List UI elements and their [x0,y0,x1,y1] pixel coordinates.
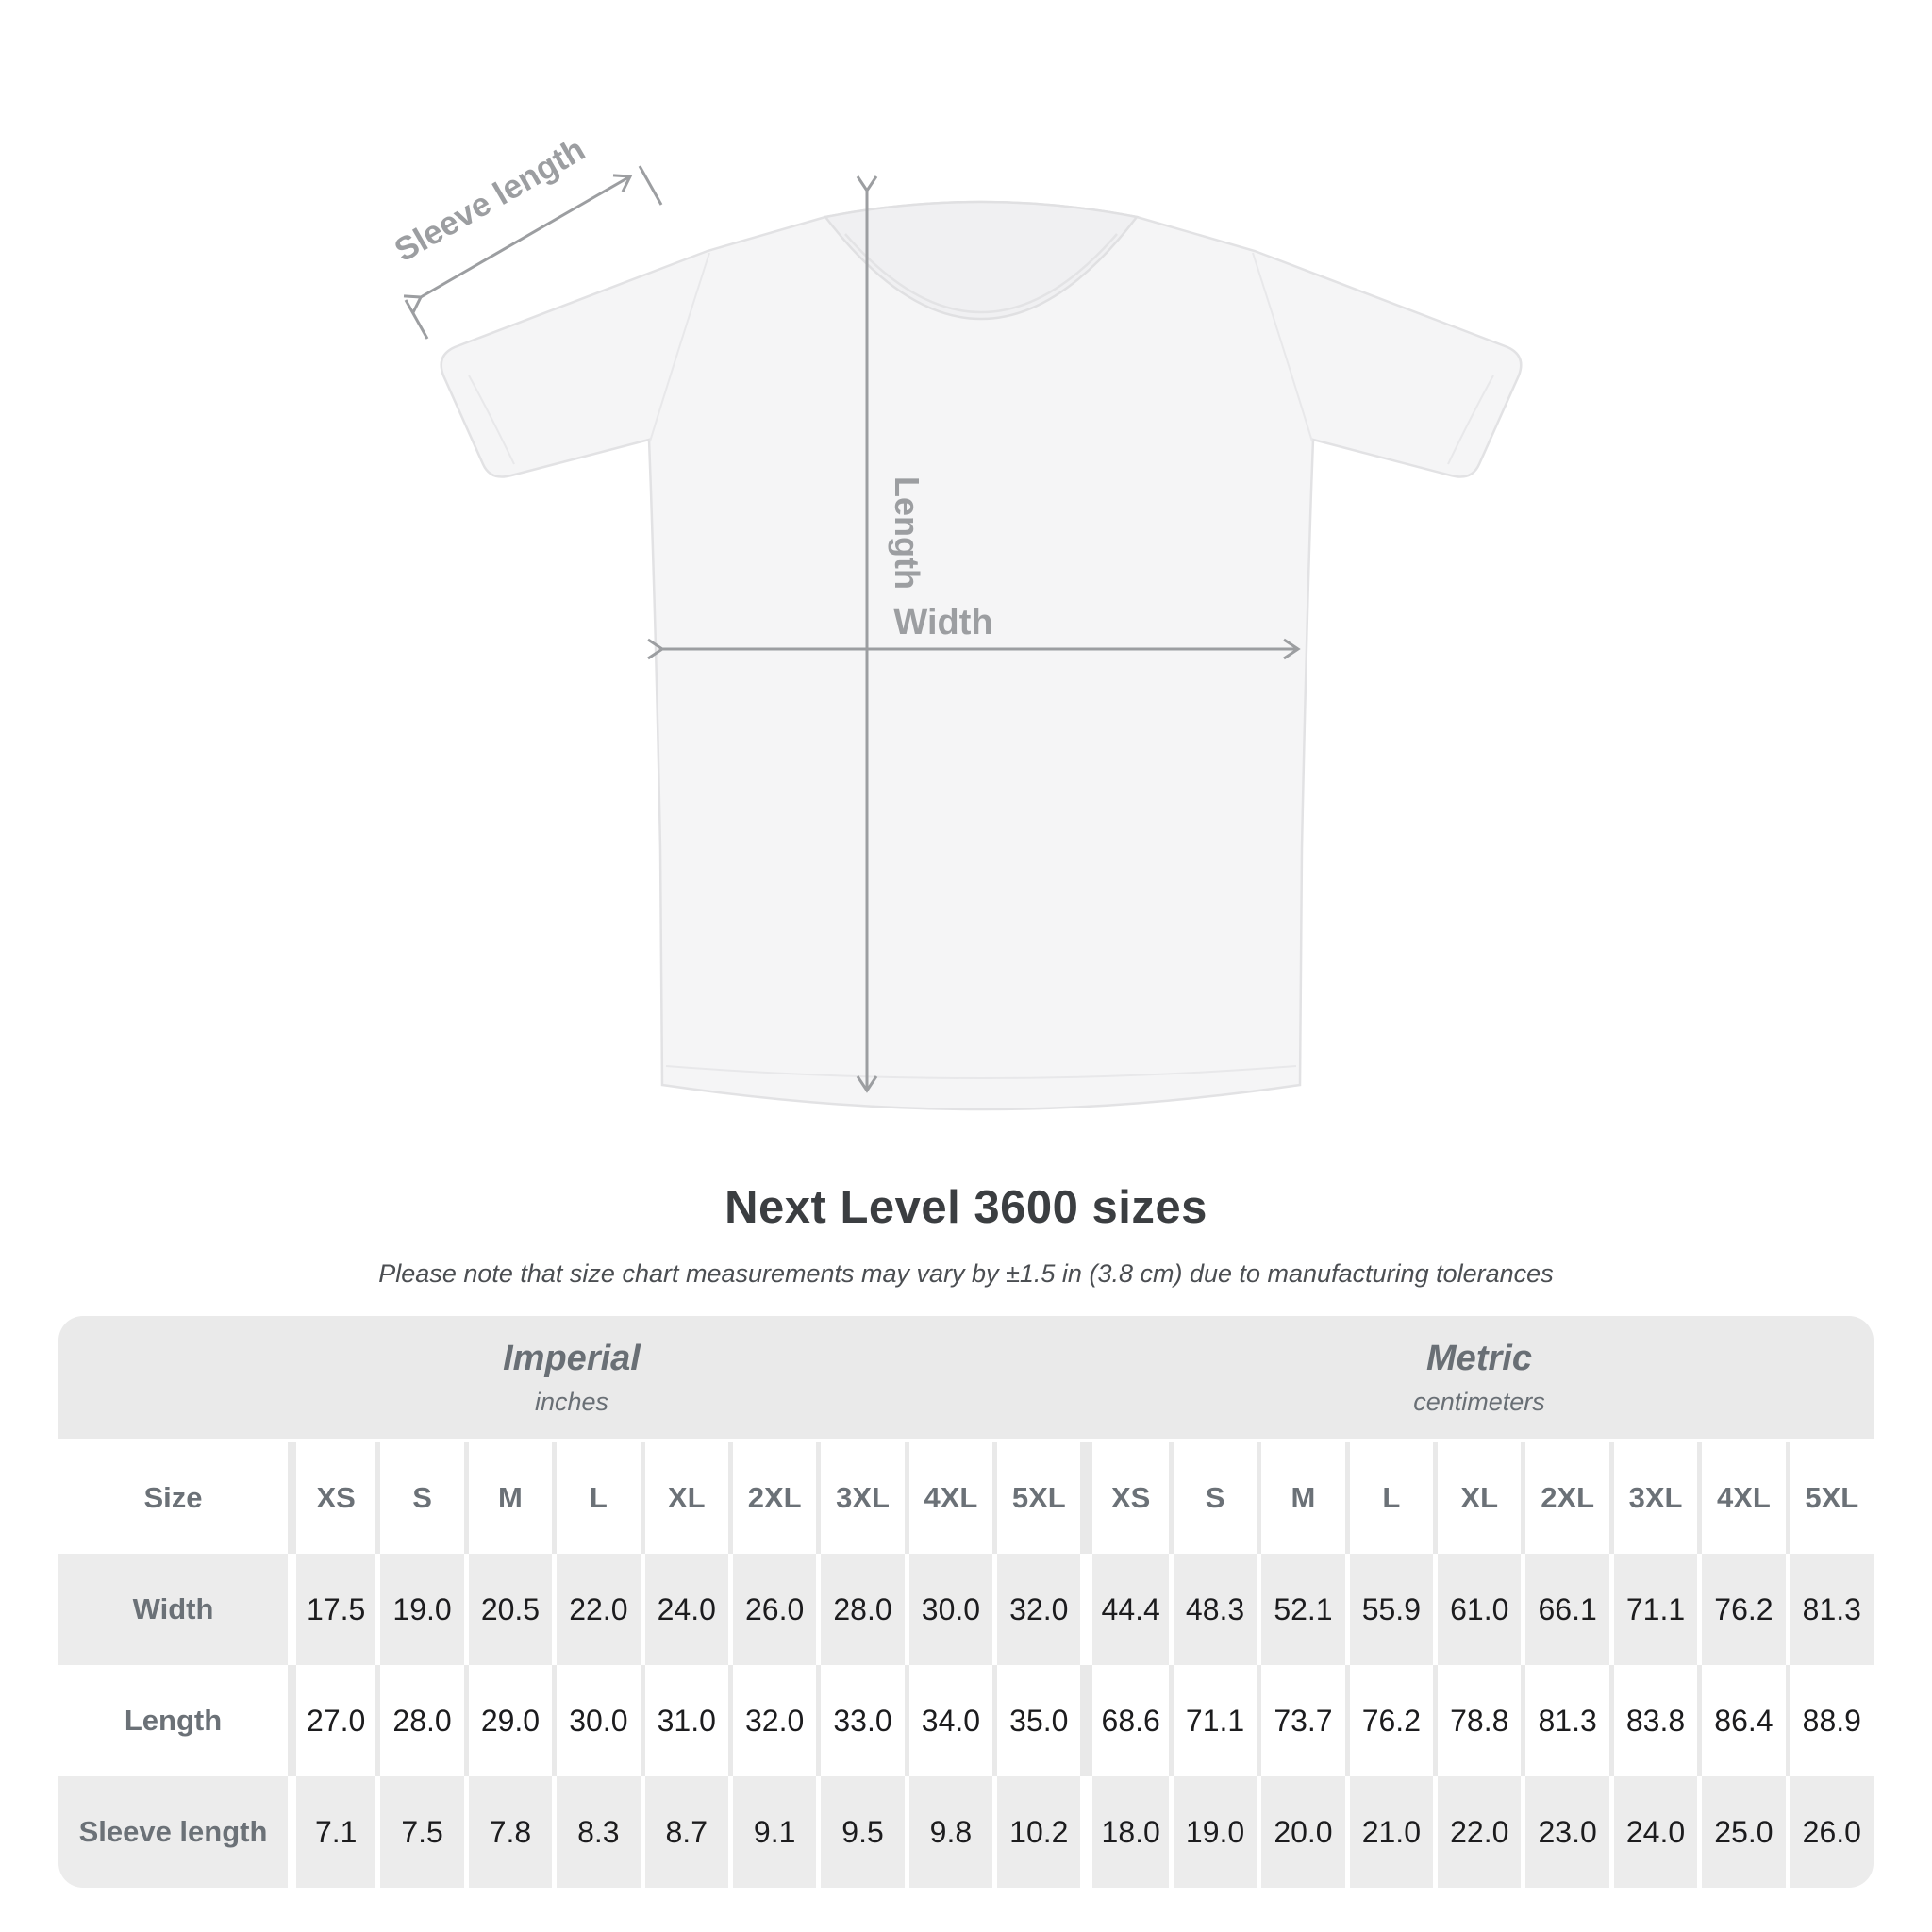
value-imperial: 32.0 [728,1665,816,1776]
value-metric: 61.0 [1433,1554,1521,1665]
value-metric: 18.0 [1080,1776,1168,1888]
value-metric: 24.0 [1609,1776,1697,1888]
size-header-metric-3XL: 3XL [1609,1442,1697,1554]
value-metric: 81.3 [1521,1665,1608,1776]
value-metric: 66.1 [1521,1554,1608,1665]
imperial-header [58,1316,1085,1439]
value-imperial: 8.3 [552,1776,640,1888]
tshirt-graphic [441,202,1522,1109]
row-label: Sleeve length [58,1776,288,1888]
value-imperial: 8.7 [641,1776,728,1888]
value-metric: 25.0 [1697,1776,1785,1888]
value-imperial: 9.1 [728,1776,816,1888]
width-label: Width [893,603,993,642]
unit-header-band [58,1316,1874,1439]
value-imperial: 27.0 [288,1665,375,1776]
value-imperial: 9.8 [905,1776,992,1888]
value-metric: 55.9 [1345,1554,1433,1665]
size-header-imperial-5XL: 5XL [992,1442,1080,1554]
value-metric: 78.8 [1433,1665,1521,1776]
size-header-imperial-XS: XS [288,1442,375,1554]
value-imperial: 33.0 [816,1665,904,1776]
value-imperial: 7.1 [288,1776,375,1888]
size-header-metric-S: S [1169,1442,1257,1554]
value-imperial: 19.0 [375,1554,463,1665]
imperial-title: Imperial [503,1338,641,1378]
value-metric: 26.0 [1786,1776,1874,1888]
size-chart-table [58,1316,1874,1888]
imperial-unit: inches [534,1387,609,1416]
value-imperial: 9.5 [816,1776,904,1888]
size-chart-grid [58,1442,1874,1888]
value-imperial: 31.0 [641,1665,728,1776]
value-imperial: 35.0 [992,1665,1080,1776]
value-imperial: 22.0 [552,1554,640,1665]
length-label: Length [888,476,926,590]
value-metric: 22.0 [1433,1776,1521,1888]
value-imperial: 28.0 [375,1665,463,1776]
metric-header [1085,1316,1874,1439]
value-metric: 88.9 [1786,1665,1874,1776]
value-metric: 23.0 [1521,1776,1608,1888]
value-imperial: 7.8 [464,1776,552,1888]
value-imperial: 7.5 [375,1776,463,1888]
value-metric: 68.6 [1080,1665,1168,1776]
size-header-imperial-2XL: 2XL [728,1442,816,1554]
row-label: Length [58,1665,288,1776]
size-header-metric-XL: XL [1433,1442,1521,1554]
value-metric: 71.1 [1609,1554,1697,1665]
metric-title: Metric [1426,1338,1532,1378]
sleeve-length-label: Sleeve length [388,130,591,270]
value-metric: 52.1 [1257,1554,1344,1665]
value-metric: 21.0 [1345,1776,1433,1888]
size-column-header: Size [58,1442,288,1554]
value-metric: 44.4 [1080,1554,1168,1665]
size-header-metric-4XL: 4XL [1697,1442,1785,1554]
value-metric: 20.0 [1257,1776,1344,1888]
value-metric: 76.2 [1345,1665,1433,1776]
value-metric: 81.3 [1786,1554,1874,1665]
value-imperial: 30.0 [905,1554,992,1665]
size-header-metric-2XL: 2XL [1521,1442,1608,1554]
value-metric: 48.3 [1169,1554,1257,1665]
size-header-metric-XS: XS [1080,1442,1168,1554]
tolerance-note: Please note that size chart measurements may vary by ±1.5 in (3.8 cm) due to manufacturing tolerances [378,1259,1554,1288]
size-header-imperial-S: S [375,1442,463,1554]
value-metric: 71.1 [1169,1665,1257,1776]
value-metric: 86.4 [1697,1665,1785,1776]
value-imperial: 29.0 [464,1665,552,1776]
row-label: Width [58,1554,288,1665]
size-header-imperial-3XL: 3XL [816,1442,904,1554]
size-header-metric-M: M [1257,1442,1344,1554]
page-title: Next Level 3600 sizes [724,1182,1208,1233]
value-imperial: 20.5 [464,1554,552,1665]
size-header-imperial-L: L [552,1442,640,1554]
value-imperial: 24.0 [641,1554,728,1665]
size-header-imperial-XL: XL [641,1442,728,1554]
value-imperial: 28.0 [816,1554,904,1665]
metric-unit: centimeters [1413,1387,1545,1416]
value-metric: 83.8 [1609,1665,1697,1776]
value-imperial: 17.5 [288,1554,375,1665]
size-header-imperial-4XL: 4XL [905,1442,992,1554]
size-header-metric-5XL: 5XL [1786,1442,1874,1554]
size-header-imperial-M: M [464,1442,552,1554]
value-imperial: 26.0 [728,1554,816,1665]
value-imperial: 34.0 [905,1665,992,1776]
value-metric: 19.0 [1169,1776,1257,1888]
value-imperial: 32.0 [992,1554,1080,1665]
size-header-metric-L: L [1345,1442,1433,1554]
value-metric: 76.2 [1697,1554,1785,1665]
value-imperial: 10.2 [992,1776,1080,1888]
value-imperial: 30.0 [552,1665,640,1776]
value-metric: 73.7 [1257,1665,1344,1776]
